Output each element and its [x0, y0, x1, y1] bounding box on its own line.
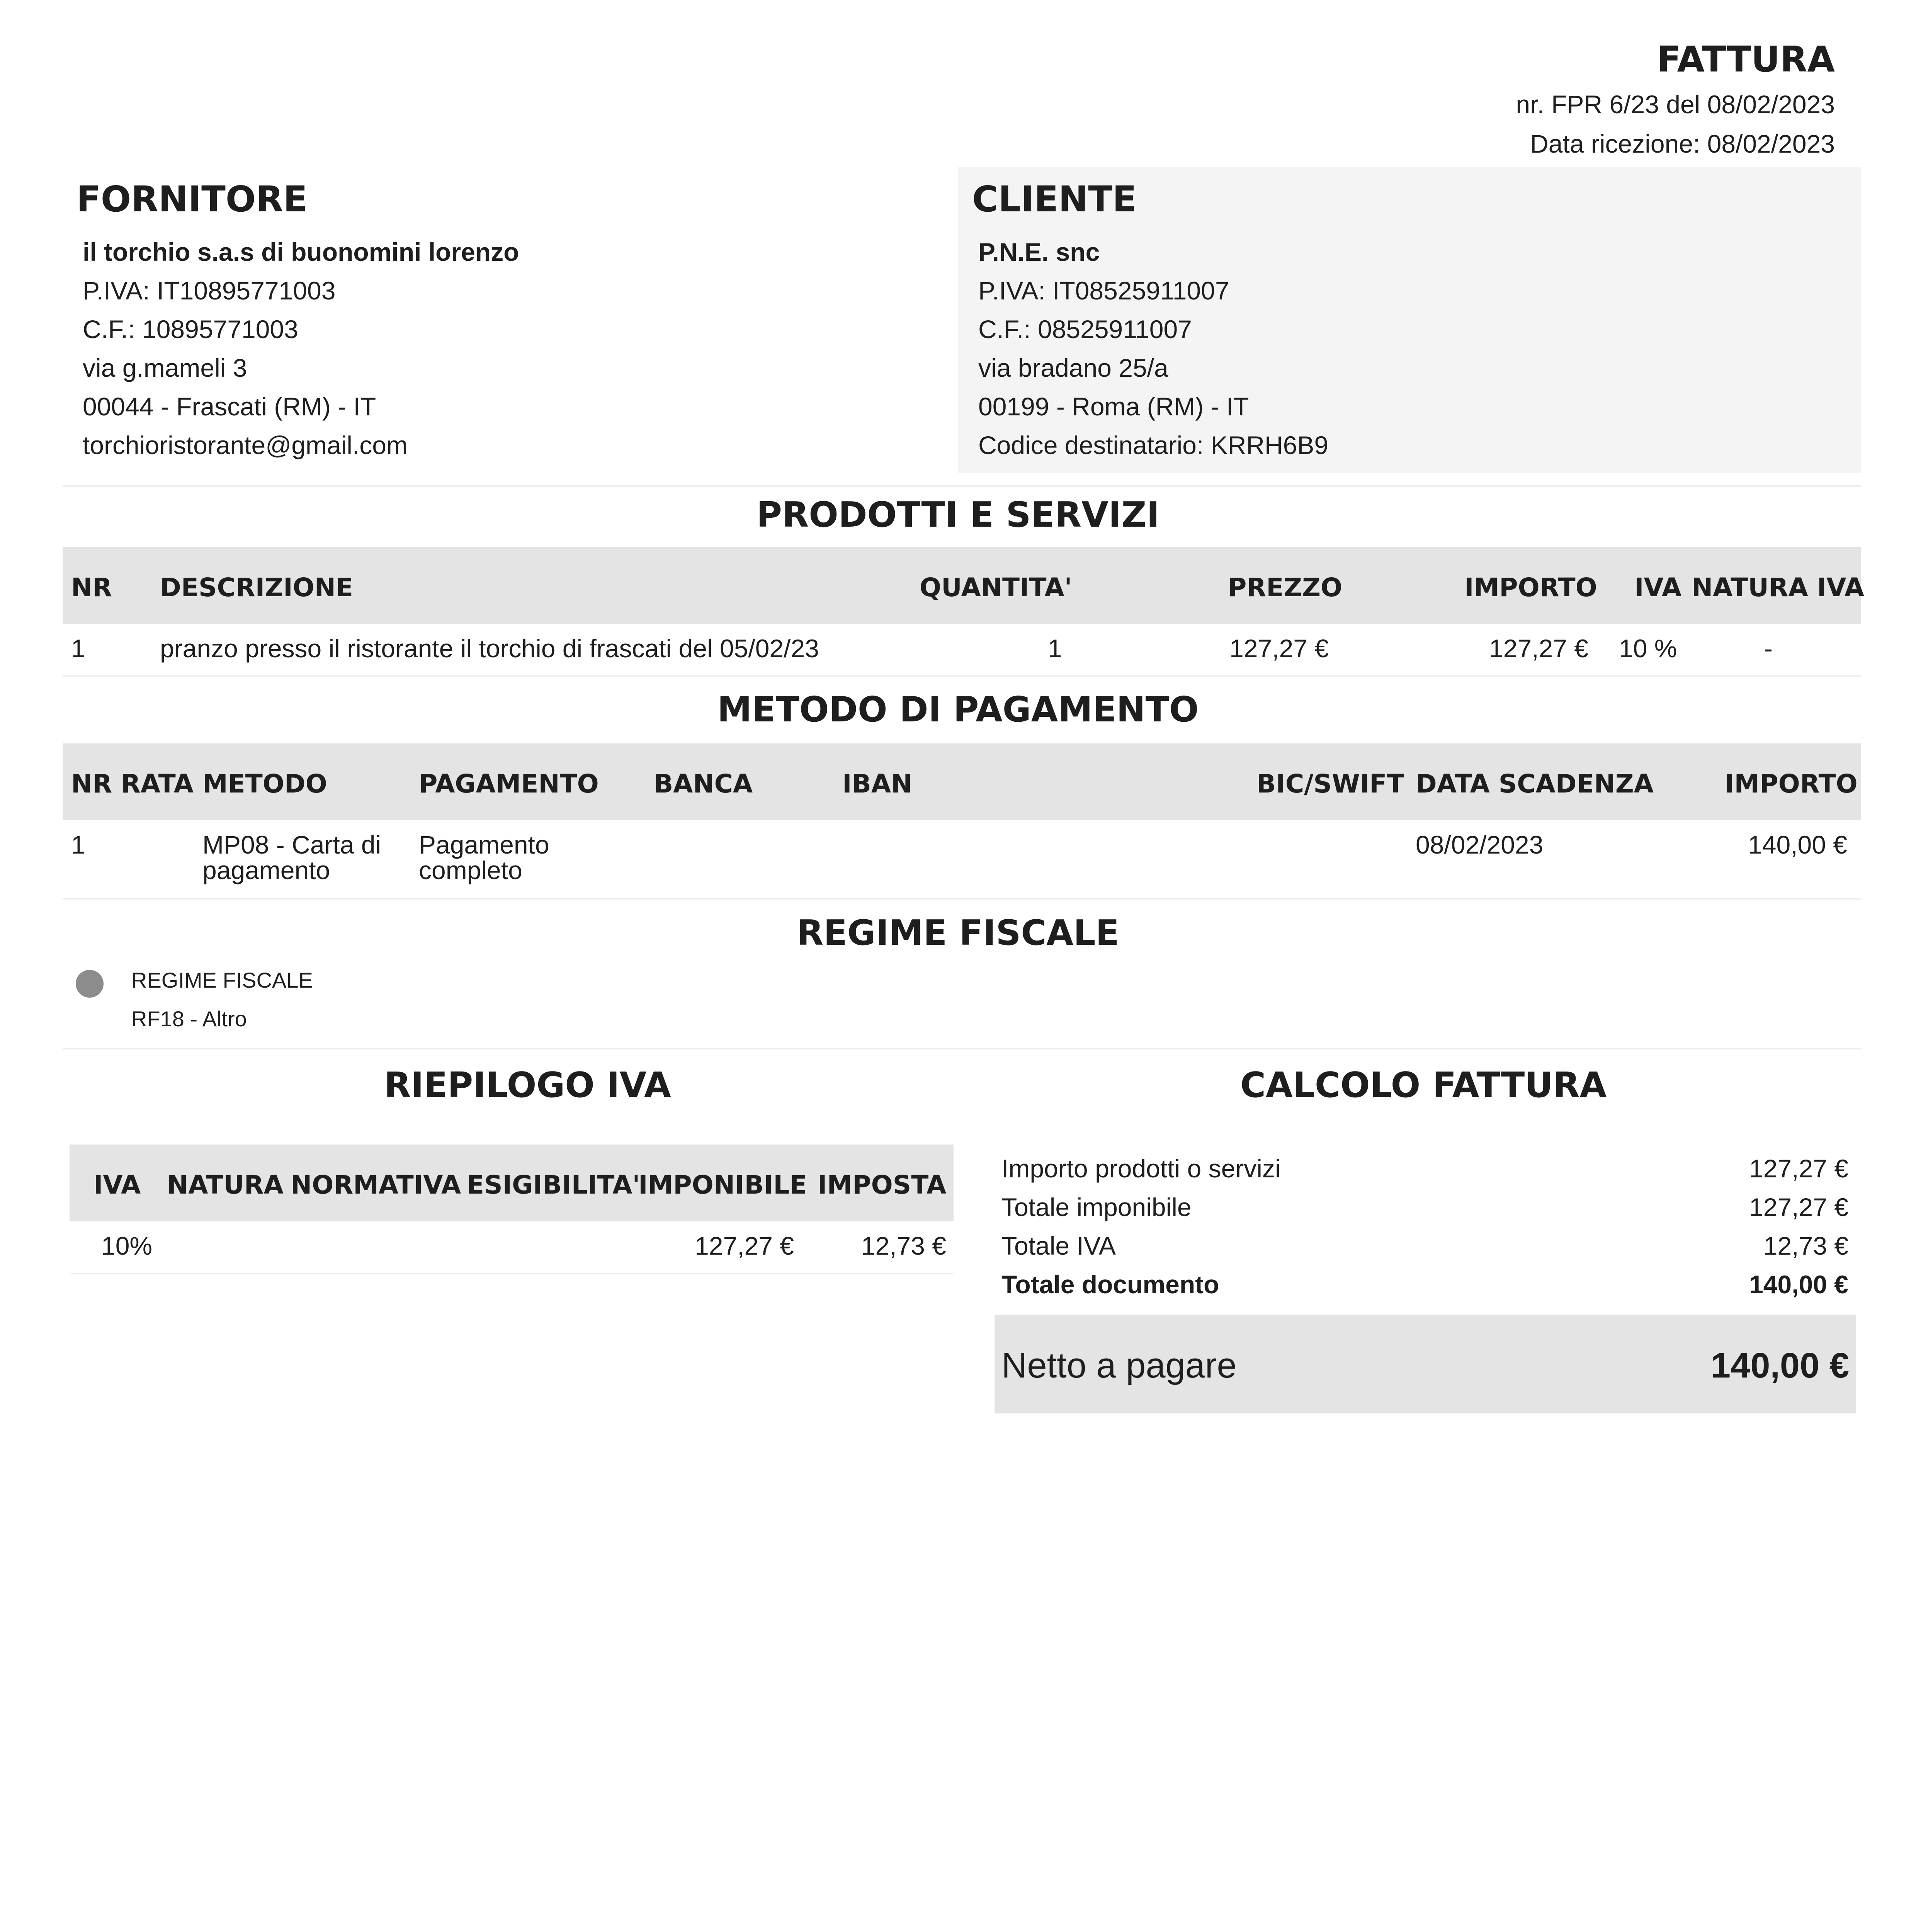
client-piva: P.IVA: IT08525911007: [978, 276, 1229, 305]
riepilogo-title: RIEPILOGO IVA: [384, 1065, 671, 1105]
divider: [63, 1048, 1861, 1049]
divider: [63, 898, 1861, 900]
col-iban: IBAN: [842, 769, 913, 799]
col-quantita: QUANTITA': [920, 573, 1072, 602]
payment-title: METODO DI PAGAMENTO: [717, 689, 1199, 730]
netto-value: 140,00 €: [1710, 1346, 1849, 1385]
payment-pagamento-line1: Pagamento: [419, 830, 549, 859]
col-banca: BANCA: [654, 769, 753, 799]
product-nr: 1: [71, 634, 85, 663]
calc-label: Totale documento: [1001, 1270, 1219, 1299]
client-cf: C.F.: 08525911007: [978, 315, 1192, 344]
invoice-title: FATTURA: [1657, 39, 1835, 80]
calc-value: 12,73 €: [1763, 1231, 1848, 1260]
col-riep-natura: NATURA: [167, 1170, 284, 1200]
client-recipient-code: Codice destinatario: KRRH6B9: [978, 431, 1329, 459]
riepilogo-iva: 10%: [101, 1231, 153, 1260]
col-pagamento: PAGAMENTO: [419, 769, 599, 799]
riepilogo-imposta: 12,73 €: [861, 1231, 946, 1260]
payment-pagamento-line2: completo: [419, 856, 522, 884]
divider: [63, 675, 1861, 677]
col-metodo: METODO: [202, 769, 327, 799]
col-riep-imposta: IMPOSTA: [818, 1170, 947, 1200]
col-descrizione: DESCRIZIONE: [160, 573, 354, 602]
calcolo-title: CALCOLO FATTURA: [1240, 1065, 1607, 1105]
supplier-cf: C.F.: 10895771003: [83, 315, 298, 344]
calc-value: 140,00 €: [1749, 1270, 1848, 1299]
client-name: P.N.E. snc: [978, 238, 1100, 266]
payment-nr-rata: 1: [71, 830, 85, 859]
payment-metodo-line2: pagamento: [202, 856, 330, 884]
netto-label: Netto a pagare: [1001, 1346, 1237, 1385]
col-nr: NR: [71, 573, 112, 602]
col-prezzo: PREZZO: [1228, 573, 1343, 602]
riepilogo-imponibile: 127,27 €: [695, 1231, 794, 1260]
col-iva: IVA: [1634, 573, 1682, 602]
divider: [70, 1273, 954, 1274]
products-table-header: [63, 547, 1864, 624]
payment-table-header: [63, 743, 1861, 820]
supplier-address: via g.mameli 3: [83, 354, 247, 382]
calc-label: Importo prodotti o servizi: [1001, 1154, 1281, 1183]
regime-value: RF18 - Altro: [131, 1007, 247, 1031]
col-riep-normativa: NORMATIVA: [291, 1170, 461, 1200]
supplier-city: 00044 - Frascati (RM) - IT: [83, 392, 376, 421]
supplier-title: FORNITORE: [77, 179, 308, 220]
netto-box: [995, 1315, 1856, 1413]
supplier-box: [63, 167, 947, 473]
product-natura-iva: -: [1764, 634, 1773, 663]
divider: [63, 485, 1861, 487]
products-title: PRODOTTI E SERVIZI: [757, 495, 1159, 535]
regime-label: REGIME FISCALE: [131, 968, 313, 992]
col-bic: BIC/SWIFT: [1256, 769, 1404, 799]
col-scadenza: DATA SCADENZA: [1416, 769, 1654, 799]
product-prezzo: 127,27 €: [1229, 634, 1329, 663]
supplier-name: il torchio s.a.s di buonomini lorenzo: [83, 238, 519, 266]
payment-metodo-line1: MP08 - Carta di: [202, 830, 381, 859]
col-natura-iva: NATURA IVA: [1692, 573, 1864, 602]
client-city: 00199 - Roma (RM) - IT: [978, 392, 1249, 421]
client-title: CLIENTE: [972, 179, 1137, 220]
payment-scadenza: 08/02/2023: [1416, 830, 1544, 859]
calc-value: 127,27 €: [1749, 1154, 1848, 1183]
product-quantita: 1: [1048, 634, 1062, 663]
invoice-number: nr. FPR 6/23 del 08/02/2023: [1516, 90, 1835, 119]
calc-label: Totale IVA: [1001, 1231, 1116, 1260]
riepilogo-table-header: [70, 1145, 954, 1221]
product-importo: 127,27 €: [1489, 634, 1588, 663]
payment-importo: 140,00 €: [1748, 830, 1847, 859]
col-riep-esigibilita: ESIGIBILITA': [467, 1170, 640, 1200]
supplier-email: torchioristorante@gmail.com: [83, 431, 408, 459]
col-importo-rata: IMPORTO: [1725, 769, 1858, 799]
calc-value: 127,27 €: [1749, 1193, 1848, 1221]
col-riep-iva: IVA: [94, 1170, 141, 1200]
col-importo: IMPORTO: [1464, 573, 1597, 602]
receipt-date: Data ricezione: 08/02/2023: [1530, 129, 1835, 158]
bullet-icon: [76, 970, 104, 998]
supplier-piva: P.IVA: IT10895771003: [83, 276, 336, 305]
product-iva: 10 %: [1619, 634, 1677, 663]
product-descrizione: pranzo presso il ristorante il torchio di frascati del 05/02/23: [160, 634, 819, 663]
calc-label: Totale imponibile: [1001, 1193, 1192, 1221]
regime-title: REGIME FISCALE: [797, 913, 1119, 953]
client-address: via bradano 25/a: [978, 354, 1168, 382]
col-nr-rata: NR RATA: [71, 769, 194, 799]
col-riep-imponibile: IMPONIBILE: [638, 1170, 807, 1200]
client-box: [958, 167, 1861, 473]
